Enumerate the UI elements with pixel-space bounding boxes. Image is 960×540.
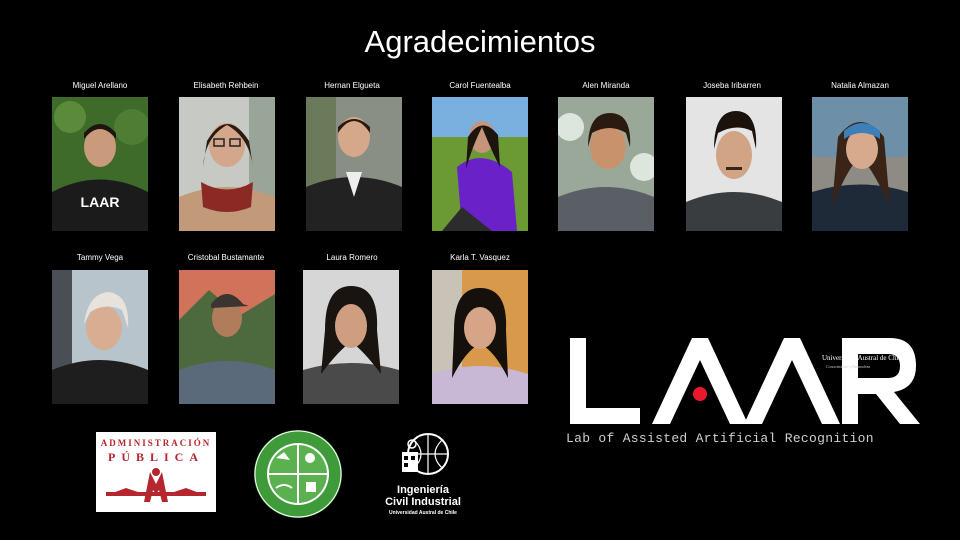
logo-text-line3: Universidad Austral de Chile: [389, 510, 457, 516]
member-name: Hernan Elgueta: [324, 81, 380, 90]
member-name: Cristobal Bustamante: [187, 253, 265, 262]
member-name: Laura Romero: [326, 253, 378, 262]
member-photo: [52, 97, 148, 231]
laar-subtitle: Lab of Assisted Artificial Recognition: [566, 431, 874, 446]
team-member-label: [672, 80, 792, 92]
member-photo: [432, 270, 528, 404]
logo-text-line1: ADMINISTRACIÓN: [100, 438, 212, 448]
laar-university-label: Universidad Austral de Chile: [822, 354, 904, 362]
team-member-label: [420, 252, 540, 264]
globe-gear-icon: [378, 428, 468, 484]
logo-text-line1: Ingeniería: [397, 484, 449, 496]
member-photo: [558, 97, 654, 231]
member-photo: [686, 97, 782, 231]
team-member-label: [800, 80, 920, 92]
logo-text-line2: PÚBLICA: [107, 450, 204, 464]
team-member-label: [166, 252, 286, 264]
team-member-label: [292, 80, 412, 92]
laar-wordmark: [560, 330, 930, 430]
team-member-label: [292, 252, 412, 264]
member-name: Tammy Vega: [76, 253, 124, 262]
member-name: Elisabeth Rehbein: [193, 81, 259, 90]
administracion-publica-logo: [96, 432, 216, 512]
team-member-label: [166, 80, 286, 92]
member-photo: [303, 270, 399, 404]
member-photo: [306, 97, 402, 231]
member-photo: [179, 97, 275, 231]
ingenieria-civil-industrial-logo: [378, 428, 468, 522]
member-photo: [179, 270, 275, 404]
member-name: Alen Miranda: [582, 81, 630, 90]
team-member-label: [40, 252, 160, 264]
logo-text-line2: Civil Industrial: [385, 496, 461, 508]
member-photo: [812, 97, 908, 231]
team-member-label: [546, 80, 666, 92]
member-name: Miguel Arellano: [72, 81, 128, 90]
member-photo: [432, 97, 528, 231]
member-photo: [52, 270, 148, 404]
slide-title: Agradecimientos: [364, 24, 596, 59]
laar-university-tagline: Conocimiento y Naturaleza: [826, 364, 870, 369]
svg-text:LAAR: LAAR: [80, 194, 120, 210]
laar-logo: [560, 330, 930, 450]
team-member-label: [420, 80, 540, 92]
team-member-label: [40, 80, 160, 92]
admin-emblem-icon: [96, 432, 216, 512]
member-name: Karla T. Vasquez: [450, 253, 510, 262]
member-name: Natalia Almazan: [831, 81, 889, 90]
member-name: Joseba Iribarren: [703, 81, 761, 90]
red-dot-icon: [693, 387, 707, 401]
member-name: Carol Fuentealba: [449, 81, 511, 90]
university-seal-logo: [252, 428, 344, 520]
